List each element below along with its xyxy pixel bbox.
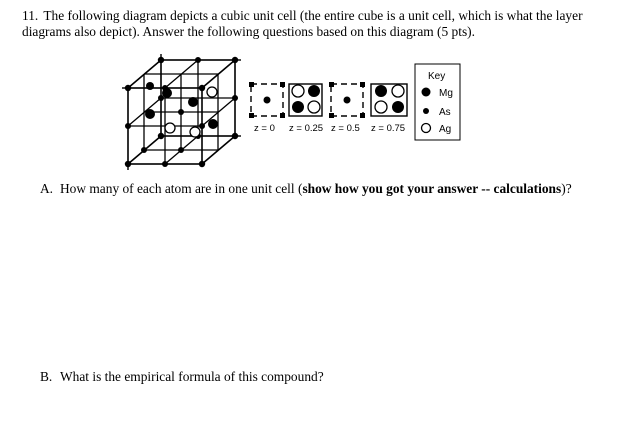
layer-label-z05: z = 0.5 — [331, 123, 360, 134]
layer-label-z075: z = 0.75 — [371, 123, 406, 134]
ag-symbol-icon — [422, 124, 431, 133]
mg-symbol-icon — [422, 88, 431, 97]
part-b-label: B. — [40, 369, 53, 384]
layer-z05 — [329, 82, 365, 118]
question-number: 11. — [22, 8, 39, 23]
part-a-text: How many of each atom are in one unit cell ( — [60, 181, 303, 196]
part-a-question — [40, 181, 580, 197]
key-item-mg: Mg — [439, 88, 453, 99]
question-line-1: The following diagram depicts a cubic unit cell (the entire cube is a unit cell, which is what the layer — [43, 8, 583, 23]
layer-labels — [254, 123, 405, 134]
layer-label-z0: z = 0 — [254, 123, 275, 134]
layer-z075 — [371, 84, 407, 116]
part-b-question — [40, 369, 324, 385]
key-box — [415, 64, 460, 140]
part-a-bold-text: show how you got your answer -- calculations — [302, 181, 562, 196]
part-b-text: What is the empirical formula of this compound? — [60, 369, 324, 384]
key-title: Key — [428, 71, 446, 82]
key-item-as: As — [439, 107, 451, 118]
part-a-text-end: )? — [561, 181, 572, 196]
as-symbol-icon — [423, 108, 429, 114]
layer-z0 — [249, 82, 285, 118]
layer-z025 — [289, 84, 322, 116]
question-line-2: diagrams also depict). Answer the following questions based on this diagram (5 pts). — [22, 24, 475, 39]
part-a-label: A. — [40, 181, 54, 196]
key-item-ag: Ag — [439, 124, 452, 135]
layer-label-z025: z = 0.25 — [289, 123, 324, 134]
